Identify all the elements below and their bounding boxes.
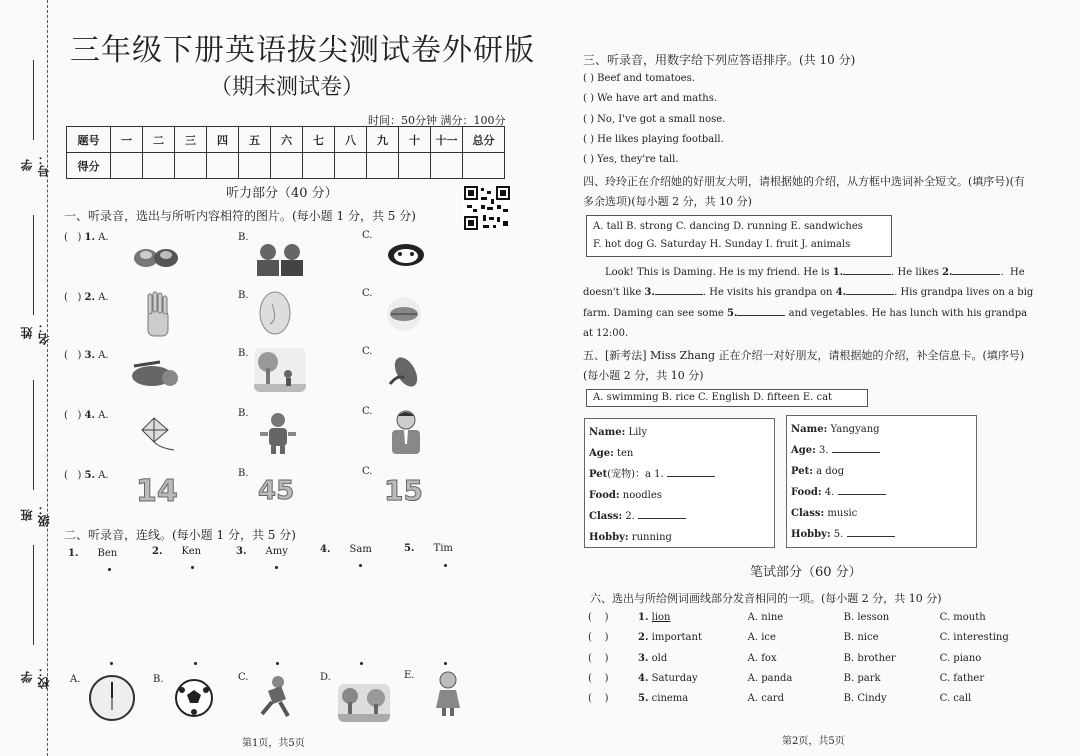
option-label: C. <box>238 672 249 683</box>
vegetables-icon <box>130 356 184 390</box>
word-options-line: F. hot dog G. Saturday H. Sunday I. fruit J. animals <box>593 239 851 250</box>
number-picture: 15 <box>384 474 423 507</box>
score-input-cell[interactable] <box>431 153 463 179</box>
table-cell: 五 <box>239 127 271 153</box>
connect-dot[interactable] <box>194 662 197 665</box>
card-row: Age: ten <box>589 448 634 459</box>
score-input-cell[interactable] <box>271 153 303 179</box>
option-label: C. <box>362 288 373 299</box>
section5-heading: 五、[新考法] Miss Zhang 正在介绍一对好朋友，请根据她的介绍，补全信息卡。(填序号) <box>583 349 1025 362</box>
section2-heading: 二、听录音，连线。(每小题 1 分，共 5 分) <box>64 528 296 542</box>
list-item: ( ) He likes playing football. <box>583 134 724 145</box>
score-table-row <box>67 153 505 179</box>
score-input-cell[interactable] <box>111 153 143 179</box>
score-input-cell[interactable] <box>175 153 207 179</box>
option-label: A. <box>70 674 81 685</box>
connect-dot[interactable] <box>191 566 194 569</box>
option-label: B. <box>238 468 249 479</box>
section1-heading: 一、听录音，选出与所听内容相符的图片。(每小题 1 分，共 5 分) <box>64 209 416 223</box>
question-number: ( ) 3. A. <box>64 350 109 361</box>
class-label: 班级： <box>20 503 51 527</box>
option-label: C. <box>362 230 373 241</box>
question-number: ( ) 4. A. <box>64 410 109 421</box>
running-child-icon <box>256 674 296 720</box>
football-icon <box>174 678 214 718</box>
number-picture: 14 <box>136 474 178 509</box>
option-label: C. <box>362 346 373 357</box>
list-item: ( ) We have art and maths. <box>583 93 718 104</box>
passage-line: doesn't like 3. . He visits his grandpa on 4. . His grandpa lives on a big <box>583 287 1034 298</box>
class-line <box>33 380 34 490</box>
card-row: Hobby: 5. <box>787 524 976 545</box>
passage-line: farm. Daming can see some 5. and vegetables. He has lunch with his grandpa <box>583 308 1028 319</box>
passage-line: at 12:00. <box>583 328 629 339</box>
exam-subtitle: （期末测试卷） <box>210 75 365 100</box>
shoes-icon <box>132 240 180 270</box>
exam-title: 三年级下册英语拔尖测试卷外研版 <box>70 33 535 68</box>
connect-dot[interactable] <box>110 662 113 665</box>
zoo-scene-icon <box>338 684 390 722</box>
table-cell: 三 <box>175 127 207 153</box>
mouth-icon <box>382 296 426 332</box>
name-item: 4. Sam <box>320 544 372 555</box>
score-table-header <box>67 127 505 153</box>
clock-icon <box>88 674 136 722</box>
section3-heading: 三、听录音，用数字给下列应答语排序。(共 10 分) <box>583 53 856 67</box>
connect-dot[interactable] <box>108 568 111 571</box>
question-number: ( ) 2. A. <box>64 292 109 303</box>
name-item: 5. Tim <box>404 543 453 554</box>
section5-heading-2: (每小题 2 分，共 10 分) <box>583 369 704 382</box>
section4-heading-2: 多余选项)(每小题 2 分，共 10 分) <box>583 195 752 208</box>
school-line <box>33 545 34 645</box>
connect-dot[interactable] <box>275 566 278 569</box>
phonics-row: ( ) 5. cinema A. card B. Cindy C. call <box>588 693 972 704</box>
table-cell: 四 <box>207 127 239 153</box>
word-options-box <box>586 215 892 257</box>
card-row: Class: music <box>791 508 858 519</box>
card-row: Pet(宠物)：a 1. <box>585 464 774 485</box>
card-row: Name: Yangyang <box>791 424 880 435</box>
score-input-cell[interactable] <box>303 153 335 179</box>
score-input-cell[interactable] <box>239 153 271 179</box>
page-footer: 第1页，共5页 <box>242 738 305 749</box>
girl-icon <box>434 670 462 718</box>
option-label: B. <box>238 348 249 359</box>
table-cell: 一 <box>111 127 143 153</box>
card-row: Age: 3. <box>787 440 976 461</box>
word-options-line: A. tall B. strong C. dancing D. running E. sandwiches <box>593 221 863 232</box>
table-cell: 八 <box>335 127 367 153</box>
table-cell: 总分 <box>463 127 505 153</box>
time-info: 时间：50分钟 满分：100分 <box>368 114 506 127</box>
passage-line: Look! This is Daming. He is my friend. He is 1. . He likes 2. . He <box>605 267 1025 278</box>
kite-icon <box>136 416 178 452</box>
table-cell: 十 <box>399 127 431 153</box>
score-input-cell[interactable] <box>143 153 175 179</box>
info-card-lily <box>584 418 775 548</box>
boys-icon <box>255 238 305 278</box>
school-label: 学校： <box>20 665 51 689</box>
table-cell: 六 <box>271 127 303 153</box>
table-cell: 二 <box>143 127 175 153</box>
listening-section-title: 听力部分（40 分） <box>226 186 338 201</box>
name-line <box>33 215 34 315</box>
list-item: ( ) Yes, they're tall. <box>583 154 679 165</box>
phonics-row: ( ) 3. old A. fox B. brother C. piano <box>588 653 982 664</box>
qr-code-icon <box>463 185 511 231</box>
score-input-cell[interactable] <box>399 153 431 179</box>
student-id-label: 学号： <box>20 153 51 177</box>
panda-icon <box>384 240 428 268</box>
table-cell: 十一 <box>431 127 463 153</box>
score-table <box>66 126 505 179</box>
name-item: 1. Ben <box>68 548 118 559</box>
phonics-row: ( ) 4. Saturday A. panda B. park C. father <box>588 673 985 684</box>
connect-dot[interactable] <box>276 662 279 665</box>
name-label: 姓名： <box>20 321 51 345</box>
list-item: ( ) No, I've got a small nose. <box>583 114 726 125</box>
option-label: B. <box>238 290 249 301</box>
table-cell: 题号 <box>67 127 111 153</box>
number-picture: 45 <box>258 476 295 506</box>
phonics-row: ( ) 1. lion A. nine B. lesson C. mouth <box>588 612 986 623</box>
card-options-box: A. swimming B. rice C. English D. fifteen E. cat <box>586 389 868 407</box>
card-row: Pet: a dog <box>791 466 845 477</box>
section6-heading: 六、选出与所给例词画线部分发音相同的一项。(每小题 2 分，共 10 分) <box>590 592 942 605</box>
name-item: 2. Ken <box>152 546 202 557</box>
option-label: B. <box>153 674 164 685</box>
score-input-cell[interactable] <box>335 153 367 179</box>
question-number: ( ) 5. A. <box>64 470 109 481</box>
student-id-line <box>33 60 34 140</box>
score-input-cell[interactable] <box>367 153 399 179</box>
binding-line <box>47 0 48 756</box>
writing-section-title: 笔试部分（60 分） <box>750 565 862 580</box>
option-label: E. <box>404 670 415 681</box>
park-scene-icon <box>254 348 306 392</box>
option-label: B. <box>238 408 249 419</box>
option-label: B. <box>238 232 249 243</box>
robot-icon <box>258 410 298 456</box>
card-row: Food: 4. <box>787 482 976 503</box>
score-input-cell[interactable] <box>207 153 239 179</box>
table-cell: 得分 <box>67 153 111 179</box>
card-row: Name: Lily <box>589 427 648 438</box>
card-row: Hobby: running <box>589 532 672 543</box>
info-card-yangyang <box>786 415 977 548</box>
table-cell: 七 <box>303 127 335 153</box>
corn-icon <box>384 352 424 392</box>
card-row: Food: noodles <box>589 490 662 501</box>
hand-icon <box>140 290 176 340</box>
phonics-row: ( ) 2. important A. ice B. nice C. interesting <box>588 632 1009 643</box>
connect-dot[interactable] <box>444 662 447 665</box>
question-number: ( ) 1. A. <box>64 232 109 243</box>
score-input-cell[interactable] <box>463 153 505 179</box>
table-cell: 九 <box>367 127 399 153</box>
option-label: D. <box>320 672 331 683</box>
connect-dot[interactable] <box>359 564 362 567</box>
list-item: ( ) Beef and tomatoes. <box>583 73 695 84</box>
option-label: C. <box>362 406 373 417</box>
name-item: 3. Amy <box>236 546 288 557</box>
man-icon <box>386 408 426 456</box>
nose-icon <box>258 290 292 336</box>
connect-dot[interactable] <box>360 662 363 665</box>
card-row: Class: 2. <box>585 506 774 527</box>
connect-dot[interactable] <box>444 564 447 567</box>
section4-heading: 四、玲玲正在介绍她的好朋友大明，请根据她的介绍，从方框中选词补全短文。(填序号)(有 <box>583 175 1025 188</box>
page-footer: 第2页，共5页 <box>782 736 845 747</box>
option-label: C. <box>362 466 373 477</box>
